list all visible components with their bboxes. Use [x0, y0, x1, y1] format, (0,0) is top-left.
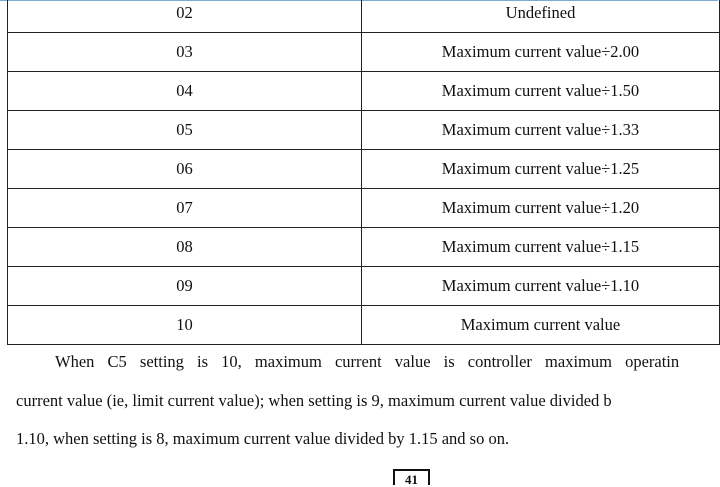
value-cell: Maximum current value÷1.50 — [362, 72, 720, 111]
setting-cell: 10 — [8, 306, 362, 345]
paragraph-line-2 — [0, 391, 718, 411]
setting-cell: 07 — [8, 189, 362, 228]
table-row — [8, 306, 720, 345]
paragraph-text: current value (ie, limit current value); when setting is 9, maximum current value divided b — [16, 391, 612, 410]
setting-cell: 08 — [8, 228, 362, 267]
current-setting-table — [7, 0, 720, 345]
setting-cell: 06 — [8, 150, 362, 189]
paragraph-line-3 — [0, 429, 718, 449]
page-number: 41 — [405, 472, 418, 487]
table-row — [8, 111, 720, 150]
page-number-box — [393, 469, 430, 485]
value-cell: Maximum current value÷2.00 — [362, 33, 720, 72]
setting-cell: 09 — [8, 267, 362, 306]
value-cell: Maximum current value÷1.33 — [362, 111, 720, 150]
setting-cell: 05 — [8, 111, 362, 150]
value-cell: Maximum current value÷1.20 — [362, 189, 720, 228]
value-cell: Maximum current value÷1.25 — [362, 150, 720, 189]
value-cell: Maximum current value — [362, 306, 720, 345]
setting-cell: 02 — [8, 0, 362, 33]
value-cell: Maximum current value÷1.10 — [362, 267, 720, 306]
paragraph-text: 1.10, when setting is 8, maximum current value divided by 1.15 and so on. — [16, 429, 510, 448]
setting-cell: 04 — [8, 72, 362, 111]
table-row — [8, 267, 720, 306]
table-row — [8, 33, 720, 72]
paragraph-text: When C5 setting is 10, maximum current value is controller maximum operatin — [55, 352, 680, 371]
table-row — [8, 0, 720, 33]
table-row — [8, 228, 720, 267]
value-cell: Maximum current value÷1.15 — [362, 228, 720, 267]
setting-cell: 03 — [8, 33, 362, 72]
table-row — [8, 150, 720, 189]
paragraph-line-1 — [0, 352, 718, 372]
table-row — [8, 189, 720, 228]
value-cell: Undefined — [362, 0, 720, 33]
table-row — [8, 72, 720, 111]
